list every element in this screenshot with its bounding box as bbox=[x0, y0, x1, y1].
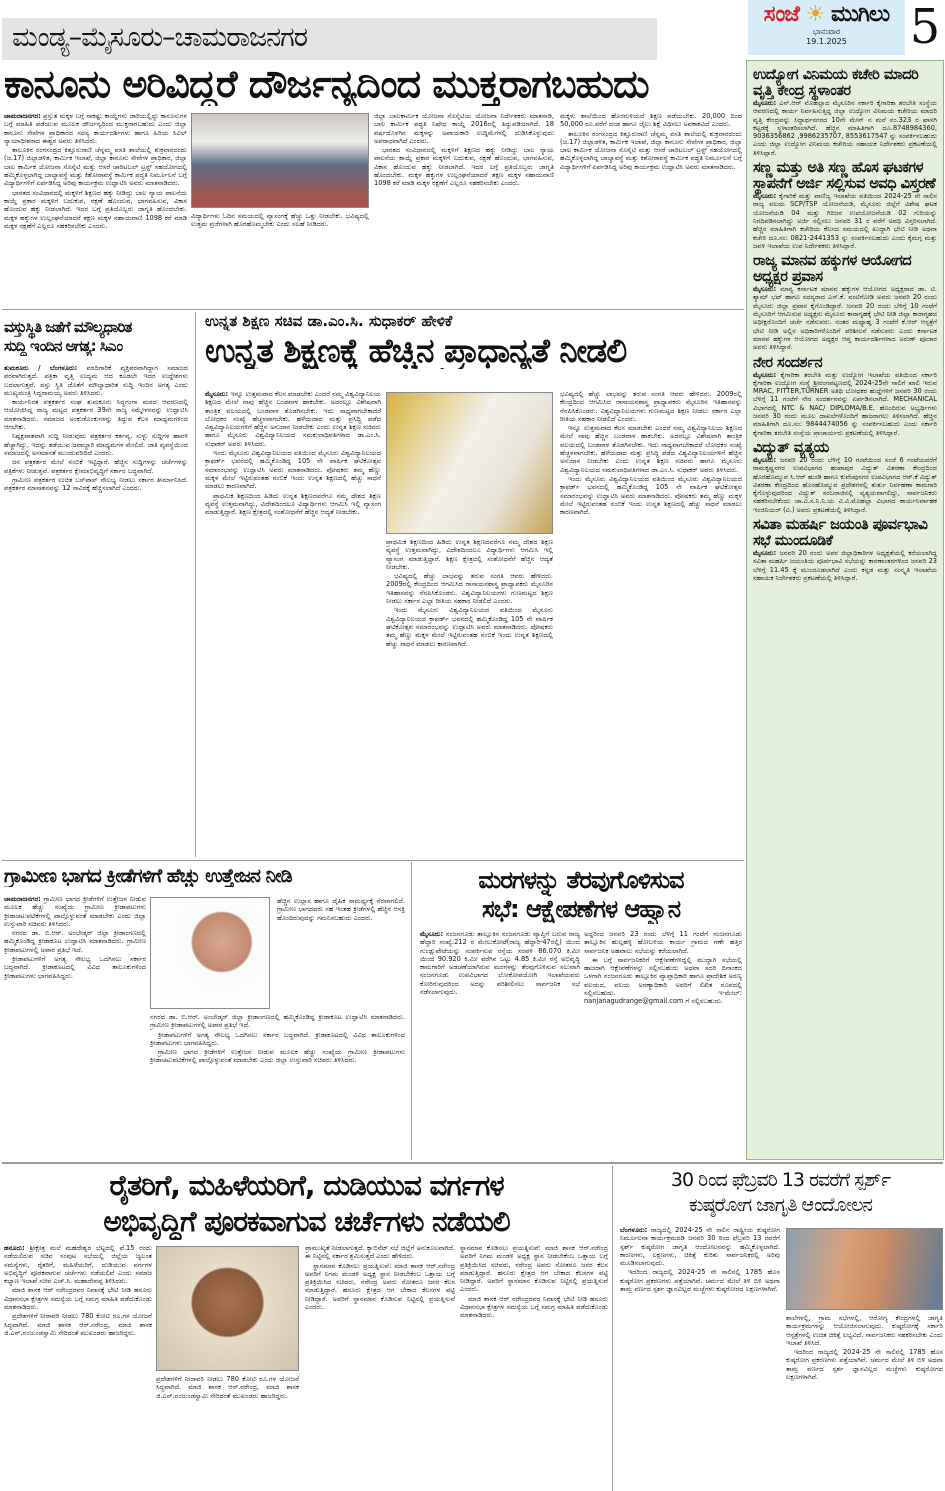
paragraph: ನಿಷ್ಪಕ್ಷಪಾತವಾಗಿ ಸುದ್ದಿ ನೀಡುವುದು ಪತ್ರಕರ್ತರ ಕರ್ತವ್ಯ. ಸುಳ್ಳು ಸುದ್ದಿಗಳ ಹಾವಳಿ ಹೆಚ್ಚಾಗಿದ್ದು, ಇದನ್ನು ತಡೆಯುವ ಜವಾಬ್ದಾರಿ ಮಾಧ್ಯಮಗಳ ಮೇಲಿದೆ. ಜಾತಿ ವ್ಯವಸ್ಥೆಯಿಂದ ಸಮಾಜದಲ್ಲಿ ಅಸಮಾನತೆ ಮುಂದುವರಿದಿದೆ ಎಂದರು. bbox=[4, 432, 188, 457]
brief-human-rights: ರಾಜ್ಯ ಮಾನವ ಹಕ್ಕುಗಳ ಆಯೋಗದ ಅಧ್ಯಕ್ಷರ ಪ್ರವಾಸ ಮೈಸೂರು: ಮಾನ್ಯ ಕರ್ನಾಟಕ ಮಾನವ ಹಕ್ಕುಗಳ ಆಯೋಗದ ಅಧ್ಯಕ್ಷರಾದ ಡಾ. ಟಿ. ಶ್ಯಾಮ್ ಭಟ್ ಹಾಗೂ ಸದಸ್ಯರಾದ ಎಸ್.ಕೆ. ವಂಟಿಗೋಡಿ ಅವರು ಜನವರಿ 20 ರಂದು ಮೈಸೂರು ಜಿಲ್ಲಾ ಪ್ರವಾಸ ಕೈಗೊಂಡಿದ್ದಾರೆ. ಜನವರಿ 20 ರಂದು ಬೆಳಿಗ್ಗೆ 10 ಗಂಟೆಗೆ ಮೈಸೂರಿಗೆ ಆಗಮಿಸುವ ಅಧ್ಯಕ್ಷರು ಮೈಸೂರು ಕಾರಾಗೃಹಕ್ಕೆ ಭೇಟಿ ನೀಡಿ ಜಿಲ್ಲಾ ಕಾರಾಗೃಹದ ಅಧೀಕ್ಷರೊಂದಿಗೆ ಚರ್ಚೆ ನಡೆಸುವರು. ನಂತರ ಮಧ್ಯಾಹ್ನ 3 ಗಂಟೆಗೆ ಕೆ.ಆರ್ ಆಸ್ಪತ್ರೆಗೆ ಭೇಟಿ ನೀಡಿ ಅಲ್ಲಿನ ಅಧಿಕಾರಿಗಳೊಂದಿಗೆ ಪರಿಶೀಲನೆ ನಡೆಸುವರು ಎಂದು ಕರ್ನಾಟಕ ಮಾನವ ಹಕ್ಕುಗಳ ಆಯೋಗದ ಅಧ್ಯಕ್ಷರ ಆಪ್ತ ಕಾರ್ಯದರ್ಶಿಗಳಾದ ಅರುಣ್ ಪೂಜಾರ ಅವರು ತಿಳಿಸಿದ್ದಾರೆ. bbox=[753, 253, 937, 352]
section-title: ಮಂಡ್ಯ–ಮೈಸೂರು–ಚಾಮರಾಜನಗರ bbox=[2, 18, 657, 60]
headline-cabinet-discussions: ರೈತರಿಗೆ, ಮಹಿಳೆಯರಿಗೆ, ದುಡಿಯುವ ವರ್ಗಗಳ ಅಭಿವೃದ್ಧಿಗೆ ಪೂರಕವಾಗುವ ಚರ್ಚೆಗಳು ನಡೆಯಲಿ bbox=[103, 1169, 510, 1238]
dateline: ಚಾಮರಾಜನಗರ: bbox=[4, 112, 41, 120]
brief-msme-deadline: ಸಣ್ಣ ಮತ್ತು ಅತಿ ಸಣ್ಣ ಹೊಸ ಘಟಕಗಳ ಸ್ಥಾಪನೆಗೆ ಅರ್ಜಿ ಸಲ್ಲಿಸುವ ಅವಧಿ ವಿಸ್ತರಣೆ ಮೈಸೂರು: ಕೈಗಾರಿಕೆ ಮತ್ತು ವಾಣಿಜ್ಯ ಇಲಾಖೆಯ ವತಿಯಿಂದ 2024-25 ನೇ ಸಾಲಿನ ರಾಜ್ಯ ವಲಯ SCP/TSP ಯೋಜನೆಯಡಿ, ಮೈಸೂರು ಜಿಲ್ಲೆಗೆ ವಿಶೇಷ ಘಟಕ ಯೋಜನೆಯಡಿ 04 ಮತ್ತು ಗಿರಿಜನ ಉಪಯೋಜನೆಯಡಿ 02 ಗುರಿಯನ್ನು ನಿಗದಿಪಡಿಸಲಾಗಿದ್ದು ಅರ್ಜಿ ಸಲ್ಲಿಸಲು ಜನವರಿ 31 ರ ವರೆಗೆ ಅವಧಿ ವಿಸ್ತರಿಸಲಾಗಿದೆ. ಹೆಚ್ಚಿನ ಮಾಹಿತಿಗಾಗಿ ಕಚೇರಿಯ ಕೆಲಸದ ಸಮಯದಲ್ಲಿ ಖುದ್ದಾಗಿ ಭೇಟಿ ನೀಡಿ ಅಥವಾ ಕಚೇರಿ ದೂ.ಸಂ: 0821-2441353 ನ್ನು ಸಂಪರ್ಕಿಸಬಹುದು ಎಂದು ಕೈಮಗ್ಗ ಮತ್ತು ಜವಳಿ ಇಲಾಖೆಯ ಉಪ ನಿರ್ದೇಶಕರು ತಿಳಿಸಿದ್ದಾರೆ. bbox=[753, 160, 937, 250]
article-body bbox=[374, 112, 554, 307]
brief-walk-in-interview: ನೇರ ಸಂದರ್ಶನ ಮೈಸೂರು: ಕೈಗಾರಿಕಾ ತರಬೇತಿ ಮತ್ತು ಉದ್ಯೋಗ ಇಲಾಖೆಯ ವತಿಯಿಂದ ಸರ್ಕಾರಿ ಕೈಗಾರಿಕಾ ಉದ್ಯೋಗ ಸಂಸ್ಥೆ ಶ್ರೀರಂಗಪಟ್ಟಣದಲ್ಲಿ 2024-25ನೇ ಸಾಲಿಗೆ ಖಾಲಿ ಇರುವ MRAC, FITTER,TURNER ಅತಿಥಿ ಬೋಧಕರ ಹುದ್ದೆಗಳಿಗೆ ಜನವರಿ 30 ರಂದು ಬೆಳಿಗ್ಗೆ 11 ಗಂಟೆಗೆ ನೇರ ಸಂದರ್ಶನವನ್ನು ಏರ್ಪಡಿಸಲಾಗಿದೆ. MECHANICAL ವಿಭಾಗದಲ್ಲಿ NTC & NAC/ DIPLOMA/B.E. ಹೊಂದಿರುವ ಅಭ್ಯರ್ಥಿಗಳು ಜನವರಿ 30 ರಂದು ಮೂಲ ದಾಖಲೆಗಳೊಂದಿಗೆ ಹಾಜರಾಗಲು ತಿಳಿಸಲಾಗಿದೆ. ಹೆಚ್ಚಿನ ಮಾಹಿತಿಗಾಗಿ ದೂ.ಸಂ: 9844474056 ನ್ನು ಸಂಪರ್ಕಿಸಬಹುದು ಎಂದು ಸರ್ಕಾರಿ ಕೈಗಾರಿಕಾ ತರಬೇತಿ ಸಂಸ್ಥೆಯ ಪ್ರಾಚಾರ್ಯರು ಪ್ರಕಟಣೆಯಲ್ಲಿ ತಿಳಿಸಿದ್ದಾರೆ. bbox=[753, 354, 937, 437]
minister-photo bbox=[156, 1246, 299, 1371]
paragraph: ಕ್ರೀಡಾಪಟುಗಳಿಗೆ ಅಗತ್ಯ ಸೌಲಭ್ಯ ಒದಗಿಸಲು ಸರ್ಕಾರ ಬದ್ಧವಾಗಿದೆ. ಕ್ರೀಡಾಕೂಟದಲ್ಲಿ ವಿವಿಧ ತಾಲೂಕುಗಳಿಂದ ಕ್ರೀಡಾಪಟುಗಳು ಭಾಗವಹಿಸಿದ್ದರು. bbox=[4, 955, 146, 980]
paragraph: ಇದರಿಂದ ರಾಜ್ಯದಲ್ಲಿ 2024-25 ನೇ ಸಾಲಿನಲ್ಲಿ 1785 ಹೊಸ ಕುಷ್ಠರೋಗ ಪ್ರಕರಣಗಳು ಪತ್ತೆಯಾಗಿವೆ. ಚರ್ಮದ ಮೇಲೆ ತಿಳಿ ಬಿಳಿ ಅಥವಾ ತಾಮ್ರ ವರ್ಣದ ಸ್ಪರ್ಶ ಜ್ಞಾನವಿಲ್ಲದ ಮಚ್ಚೆಗಳು ಕುಷ್ಠರೋಗದ ಲಕ್ಷಣಗಳಾಗಿವೆ. bbox=[620, 1268, 780, 1294]
paragraph: ಜನ ಪತ್ರಕರ್ತರ ಮೇಲೆ ನಂಬಿಕೆ ಇಟ್ಟಿದ್ದಾರೆ. ಹೆಚ್ಚಿನ ಸುದ್ದಿಗಳನ್ನು ಚರ್ಚೆಗಳನ್ನು ಪತ್ರಿಕೆಗಳು ನೀಡುತ್ತವೆ. ಪತ್ರಕರ್ತರ ಕ್ಷೇಮಾಭಿವೃದ್ಧಿಗೆ ಸರ್ಕಾರ ಬದ್ಧವಾಗಿದೆ. bbox=[4, 458, 188, 475]
headline-higher-education: ಉನ್ನತ ಶಿಕ್ಷಣಕ್ಕೆ ಹೆಚ್ಚಿನ ಪ್ರಾಧಾನ್ಯತೆ ನೀಡಲಿ bbox=[205, 333, 627, 370]
article-body: ಪ್ರಾಥಮಿಕ ಶಿಕ್ಷಣದಿಂದ ಹಿಡಿದು ಉನ್ನತ ಶಿಕ್ಷಣದವರೆಗೂ ನಮ್ಮ ದೇಶದ ಶಿಕ್ಷಣ ವ್ಯವಸ್ಥೆ ಉತ್ತಮವಾಗಿದ್ದು, ವಿದೇಶದಿಂದಲೂ ವಿದ್ಯಾರ್ಥಿಗಳು ಆಗಮಿಸಿ ಇಲ್ಲಿ ವ್ಯಾಸಂಗ ಮಾಡುತ್ತಿದ್ದಾರೆ. ಶಿಕ್ಷಣ ಕ್ಷೇತ್ರದಲ್ಲಿ ಸಂಶೋಧನೆಗೆ ಹೆಚ್ಚಿನ ಆದ್ಯತೆ ನೀಡಬೇಕು. ಭವಿಷ್ಯದಲ್ಲಿ ಹೆಚ್ಚು ಲಾಭವನ್ನು ತರುವ ಸಂಗತಿ ಆವರು ಹೇಳಿದರು. 2009ರಲ್ಲಿ ಕೇಂದ್ರದಿಂದ ಆಗಮಿಸಿದ ರಾಸಾಯನಶಾಸ್ತ್ರ ಪ್ರಾಧ್ಯಾಪಕರು ಮೈಸೂರಿನ ಇತಿಹಾಸವನ್ನು ನೆನಪಿಸಿಕೊಂಡರು. ವಿಶ್ವವಿದ್ಯಾನಿಲಯಗಳು ಗುಣಮಟ್ಟದ ಶಿಕ್ಷಣ ನೀಡಲು ಸರ್ಕಾರ ಎಲ್ಲಾ ರೀತಿಯ ಸಹಕಾರ ನೀಡಲಿದೆ ಎಂದರು. ಇಂದು ಮೈಸೂರು ವಿಶ್ವವಿದ್ಯಾನಿಲಯದ ವತಿಯಿಂದ ಮೈಸೂರು ವಿಶ್ವವಿದ್ಯಾನಿಲಯದ ಕ್ರಾಫರ್ಡ್ ಭವನದಲ್ಲಿ ಹಮ್ಮಿಕೊಂಡಿದ್ದ 105 ನೇ ವಾರ್ಷಿಕ ಘಟಿಕೋತ್ಸವ ಸಮಾರಂಭವನ್ನು ಉದ್ಘಾಟಿಸಿ ಅವರು ಮಾತನಾಡಿದರು. ಪೋಷಕರು ತಮ್ಮ ಹೆಣ್ಣು ಮಕ್ಕಳ ಮೇಲೆ ಇಟ್ಟಿರುವಂತಹ ನಂಬಿಕೆ ಇಂದು ಉನ್ನತ ಶಿಕ್ಷಣದಲ್ಲಿ ಹೆಚ್ಚು ಸಾಧನೆ ಮಾಡಲು ಕಾರಣವಾಗಿದೆ. bbox=[386, 538, 553, 648]
paragraph: ತಾಲೂಕಿನ ರಂಗಸಂದ್ರದ ಕಿತ್ತೂರುರಾಣಿ ಚೆನ್ನಮ್ಮ ವಸತಿ ಶಾಲೆಯಲ್ಲಿ ಶುಕ್ರವಾರದಂದು (ಜ.17) ಜಿಲ್ಲಾಡಳಿತ, ಕಾರ್ಮಿಕ ಇಲಾಖೆ, ಜಿಲ್ಲಾ ಕಾನೂನು ಸೇವೆಗಳ ಪ್ರಾಧಿಕಾರ, ಜಿಲ್ಲಾ ಬಾಲ ಕಾರ್ಮಿಕ ಯೋಜನಾ ಸೊಸೈಟಿ ಮತ್ತು ಆಸರೆ ಚಾರಿಟಬಲ್ ಟ್ರಸ್ಟ್ ಸಹಯೋಗದಲ್ಲಿ ಹಮ್ಮಿಕೊಳ್ಳಲಾಗಿದ್ದ ಬಾಲ್ಯಾವಸ್ಥೆ ಮತ್ತು ಕಿಶೋರಾವಸ್ಥೆ ಕಾರ್ಮಿಕ ಪದ್ಧತಿ ನಿರ್ಮೂಲನೆ ಬಗ್ಗೆ ವಿದ್ಯಾರ್ಥಿಗಳಿಗೆ ಏರ್ಪಡಿಸಿದ್ದ ಅರಿವು ಕಾರ್ಯಕ್ರಮ ಉದ್ಘಾಟಿಸಿ ಅವರು ಮಾತನಾಡಿದರು. bbox=[560, 129, 742, 171]
paragraph: ತಾಲೂಕಿನ ರಂಗಸಂದ್ರದ ಕಿತ್ತೂರುರಾಣಿ ಚೆನ್ನಮ್ಮ ವಸತಿ ಶಾಲೆಯಲ್ಲಿ ಶುಕ್ರವಾರದಂದು (ಜ.17) ಜಿಲ್ಲಾಡಳಿತ, ಕಾರ್ಮಿಕ ಇಲಾಖೆ, ಜಿಲ್ಲಾ ಕಾನೂನು ಸೇವೆಗಳ ಪ್ರಾಧಿಕಾರ, ಜಿಲ್ಲಾ ಬಾಲ ಕಾರ್ಮಿಕ ಯೋಜನಾ ಸೊಸೈಟಿ ಮತ್ತು ಆಸರೆ ಚಾರಿಟಬಲ್ ಟ್ರಸ್ಟ್ ಸಹಯೋಗದಲ್ಲಿ ಹಮ್ಮಿಕೊಳ್ಳಲಾಗಿದ್ದ ಬಾಲ್ಯಾವಸ್ಥೆ ಮತ್ತು ಕಿಶೋರಾವಸ್ಥೆ ಕಾರ್ಮಿಕ ಪದ್ಧತಿ ನಿರ್ಮೂಲನೆ ಬಗ್ಗೆ ವಿದ್ಯಾರ್ಥಿಗಳಿಗೆ ಏರ್ಪಡಿಸಿದ್ದ ಅರಿವು ಕಾರ್ಯಕ್ರಮ ಉದ್ಘಾಟಿಸಿ ಅವರು ಮಾತನಾಡಿದರು. bbox=[4, 146, 187, 188]
divider bbox=[2, 309, 744, 310]
dateline: ಬೆಂಗಳೂರು: bbox=[620, 1226, 648, 1234]
paragraph: ಮಾಜಿ ಶಾಸಕ ಆರ್ ನರೇಂದ್ರರವರ ನಿವಾಸಕ್ಕೆ ಭೇಟಿ ನೀಡಿ ಹನೂರು ವಿಧಾನಸಭಾ ಕ್ಷೇತ್ರಗಳ ಸಮಸ್ಯೆಯ ಬಗ್ಗೆ ಸಮಗ್ರ ಮಾಹಿತಿ ಪಡೆದುಕೊಂಡು ಮಾತನಾಡಿದರು. bbox=[4, 1286, 152, 1312]
article-body: ಪ್ರಾಮುಖ್ಯತೆ ನೀಡಲಾಗುತ್ತದೆ. ಕ್ಯಾಬಿನೆಟ್ ಸಭೆ ಜಿಲ್ಲೆಗೆ ಅನುಕೂಲವಾಗಿದೆ. ಈ ನಿಟ್ಟಿನಲ್ಲಿ ಸರ್ಕಾರ ಶ್ರಮಿಸುತ್ತದೆ ಎಂದು ಹೇಳಿದರು. ಸ್ಥಾನಮಾನ ಕೊಡಿಸಲು ಪ್ರಯತ್ನಿಸುವೆ: ಮಾಜಿ ಶಾಸಕ ಆರ್.ನರೇಂದ್ರ ಅವರಿಗೆ ನಿಗಮ ಮಂಡಳಿ ಅಧ್ಯಕ್ಷ ಸ್ಥಾನ ನೀಡಬೇಕೆಂಬ ಒತ್ತಾಯ ಬಗ್ಗೆ ಪ್ರತಿಕ್ರಿಯಿಸಿದ ಸಚಿವರು, ನರೇಂದ್ರ ಅವರು ಸೋತರೂ ಜನರ ಕೆಲಸ ಮಾಡುತ್ತಿದ್ದಾರೆ. ಹನೂರು ಕ್ಷೇತ್ರದ ಆಗ ಬೇಕಾದ ಕೆಲಸಗಳ ಪಟ್ಟಿ ನೀಡಿದ್ದಾರೆ. ಅವರಿಗೆ ಸ್ಥಾನಮಾನ ಕೊಡಿಸುವ ನಿಟ್ಟಿನಲ್ಲಿ ಪ್ರಯತ್ನಿಸುವೆ ಎಂದರು. bbox=[305, 1244, 455, 1312]
article-body: ಮೈಸೂರು: ನಂಜನಗೂಡು ತಾಲ್ಲೂಕಿನ ನಂಜನಗೂಡು ವ್ಯಾಪ್ತಿಗೆ ಬರುವ ರಾಜ್ಯ ಹೆದ್ದಾರಿ ಸಂಖ್ಯೆ:212 ರ ಮೇಲುಕೋಟೆ(ರಾಜ್ಯ ಹೆದ್ದಾರಿ-47ರಲ್ಲಿ) ಯಿಂದ ಗುಂಡ್ಲುಪೇಟೆಯನ್ನು ಸಂಪರ್ಕಿಸುವ ರಸ್ತೆಯ ಸರಪಳಿ 86.070 ಕಿ.ಮೀ ಯಿಂದ 90.920 ಕಿ.ಮೀ ವರೆಗಿನ ಒಟ್ಟು 4.85 ಕಿ.ಮೀ ರಸ್ತೆ ಅಭಿವೃದ್ಧಿ ಕಾಮಗಾರಿಗೆ ಅಡಚಣೆಯಾಗಿರುವ ಮರಗಳನ್ನು ತೆರವುಗೊಳಿಸುವ ಸಲುವಾಗಿ ನಂಜನಗೂಡು ಉಪವಿಭಾಗದ ಲೋಕೋಪಯೋಗಿ ಇಲಾಖೆಯವರು ಕೋರಿರುವುದರಿಂದ ಅದನ್ನು ಪರಿಶೀಲಿಸಲು ಸಾರ್ವಜನಿಕ ಸಭೆ ನಡೆಸಲಾಗುವುದು. bbox=[420, 930, 580, 997]
paragraph: ನಗರದ ಡಾ. ಬಿ.ಆರ್. ಅಂಬೇಡ್ಕರ್ ಜಿಲ್ಲಾ ಕ್ರೀಡಾಂಗಣದಲ್ಲಿ ಹಮ್ಮಿಕೊಂಡಿದ್ದ ಕ್ರೀಡಾಕೂಟ ಉದ್ಘಾಟಿಸಿ ಮಾತನಾಡಿದರು. ಗ್ರಾಮೀಣ ಕ್ರೀಡಾಪಟುಗಳಲ್ಲಿ ಅಪಾರ ಪ್ರತಿಭೆ ಇದೆ. bbox=[4, 929, 146, 954]
paragraph: ಇಂದು ಮೈಸೂರು ವಿಶ್ವವಿದ್ಯಾನಿಲಯದ ವತಿಯಿಂದ ಮೈಸೂರು ವಿಶ್ವವಿದ್ಯಾನಿಲಯದ ಕ್ರಾಫರ್ಡ್ ಭವನದಲ್ಲಿ ಹಮ್ಮಿಕೊಂಡಿದ್ದ 105 ನೇ ವಾರ್ಷಿಕ ಘಟಿಕೋತ್ಸವ ಸಮಾರಂಭವನ್ನು ಉದ್ಘಾಟಿಸಿ ಅವರು ಮಾತನಾಡಿದರು. ಪೋಷಕರು ತಮ್ಮ ಹೆಣ್ಣು ಮಕ್ಕಳ ಮೇಲೆ ಇಟ್ಟಿರುವಂತಹ ನಂಬಿಕೆ ಇಂದು ಉನ್ನತ ಶಿಕ್ಷಣದಲ್ಲಿ ಹೆಚ್ಚು ಸಾಧನೆ ಮಾಡಲು ಕಾರಣವಾಗಿದೆ. bbox=[205, 449, 381, 491]
logo-word-a: ಸಂಜೆ bbox=[763, 2, 799, 27]
article-body: ನಗರದ ಡಾ. ಬಿ.ಆರ್. ಅಂಬೇಡ್ಕರ್ ಜಿಲ್ಲಾ ಕ್ರೀಡಾಂಗಣದಲ್ಲಿ ಹಮ್ಮಿಕೊಂಡಿದ್ದ ಕ್ರೀಡಾಕೂಟ ಉದ್ಘಾಟಿಸಿ ಮಾತನಾಡಿದರು. ಗ್ರಾಮೀಣ ಕ್ರೀಡಾಪಟುಗಳಲ್ಲಿ ಅಪಾರ ಪ್ರತಿಭೆ ಇದೆ. ಕ್ರೀಡಾಪಟುಗಳಿಗೆ ಅಗತ್ಯ ಸೌಲಭ್ಯ ಒದಗಿಸಲು ಸರ್ಕಾರ ಬದ್ಧವಾಗಿದೆ. ಕ್ರೀಡಾಕೂಟದಲ್ಲಿ ವಿವಿಧ ತಾಲೂಕುಗಳಿಂದ ಕ್ರೀಡಾಪಟುಗಳು ಭಾಗವಹಿಸಿದ್ದರು. ಗ್ರಾಮೀಣ ಭಾಗದ ಕ್ರೀಡೆಗಳಿಗೆ ಉತ್ತೇಜನ ನೀಡುವ ಮೂಲಕ ಹೆಚ್ಚು ಸಂಖ್ಯೆಯ ಗ್ರಾಮೀಣ ಕ್ರೀಡಾಪಟುಗಳು ಕ್ರೀಡಾಚಟುವಟಿಕೆಗಳಲ್ಲಿ ಪಾಲ್ಗೊಳ್ಳುವಂತೆ ಮಾಡಬೇಕು ಎಂದು ಜಿಲ್ಲಾ ಉಸ್ತುವಾರಿ ಸಚಿವರು ತಿಳಿಸಿದರು. bbox=[150, 1013, 405, 1065]
divider bbox=[195, 312, 196, 857]
paragraph: ಜಿಲ್ಲಾ ಬಾಲಕಾರ್ಮಿಕ ಯೋಜನಾ ಸೊಸೈಟಿಯ ಯೋಜನಾ ನಿರ್ದೇಶಕರು ಮಾತನಾಡಿ, ಬಾಲ ಕಾರ್ಮಿಕ ಪದ್ಧತಿ ನಿಷೇಧ ಕಾಯ್ದೆ 2016ರಲ್ಲಿ ತಿದ್ದುಪಡಿಯಾಗಿದೆ. 18 ವರ್ಷದೊಳಗಿನ ಮಕ್ಕಳನ್ನು ಅಪಾಯಕಾರಿ ಉದ್ದಿಮೆಗಳಲ್ಲಿ ದುಡಿಸಿಕೊಳ್ಳುವುದು ಅಪರಾಧವಾಗಿದೆ ಎಂದರು. bbox=[374, 112, 554, 145]
dateline: ಮೈಸೂರು: bbox=[420, 930, 444, 938]
paragraph: ಪ್ರದೇಶಗಳಿಗೆ ನೀರಾವರಿ ನೀಡಲು 780 ಕೋಟಿ ರೂ.ಗಳ ಯೋಜನೆ ಸಿದ್ಧವಾಗಿದೆ. ಮಾಜಿ ಶಾಸಕ ಆರ್.ನರೇಂದ್ರ, ಮಾಜಿ ಶಾಸಕ ಜಿ.ಎನ್.ನಂಜುಂಡಸ್ವಾಮಿ ಸೇರಿದಂತೆ ಮುಖಂಡರು ಹಾಜರಿದ್ದರು. bbox=[4, 1312, 152, 1337]
divider bbox=[612, 1166, 613, 1491]
news-briefs-sidebar bbox=[746, 60, 944, 1160]
article-body bbox=[191, 212, 369, 307]
weekday: ಭಾನುವಾರ bbox=[812, 27, 841, 36]
dateline: ತುಮಕೂರು / ಬೆಂಗಳೂರು: bbox=[4, 364, 78, 372]
article-body: ಹೆಚ್ಚಿನ ಉಲ್ಲಾಸ ಹಾಗೂ ದೈಹಿಕ ಸಾಮರ್ಥ್ಯಕ್ಕೆ ನೆರವಾಗಲಿದೆ. ಗ್ರಾಮೀಣ ಭಾಗದವರು ಸಹ ಇಂತಹ ಕ್ರೀಡೆಗಳಲ್ಲಿ ಹೆಚ್ಚಿನ ಆಸಕ್ತಿ ಹೊಂದಿರುವುದನ್ನು ಗಮನಿಸಬಹುದು ಎಂದರು. bbox=[277, 897, 405, 922]
minister-photo bbox=[386, 392, 553, 534]
paragraph: ಪ್ರಾಥಮಿಕ ಶಿಕ್ಷಣದಿಂದ ಹಿಡಿದು ಉನ್ನತ ಶಿಕ್ಷಣದವರೆಗೂ ನಮ್ಮ ದೇಶದ ಶಿಕ್ಷಣ ವ್ಯವಸ್ಥೆ ಉತ್ತಮವಾಗಿದ್ದು, ವಿದೇಶದಿಂದಲೂ ವಿದ್ಯಾರ್ಥಿಗಳು ಆಗಮಿಸಿ ಇಲ್ಲಿ ವ್ಯಾಸಂಗ ಮಾಡುತ್ತಿದ್ದಾರೆ. ಶಿಕ್ಷಣ ಕ್ಷೇತ್ರದಲ್ಲಿ ಸಂಶೋಧನೆಗೆ ಹೆಚ್ಚಿನ ಆದ್ಯತೆ ನೀಡಬೇಕು. bbox=[205, 491, 381, 517]
issue-date: 19.1.2025 bbox=[806, 37, 847, 46]
headline-cm-news-values: ವಸ್ತುಸ್ಥಿತಿ ಜತೆಗೆ ಮೌಲ್ಯಧಾರಿತ ಸುದ್ದಿ ಇಂದಿನ ಅಗತ್ಯ: ಸಿಎಂ bbox=[4, 318, 132, 355]
paragraph: ಮಕ್ಕಳು ಶಾಲೆಯಿಂದ ಹೊರಗುಳಿಯದೆ ಶಿಕ್ಷಣ ಪಡೆಯಬೇಕು. 20,000 ದಿಂದ 50,000 ರೂ.ವರೆಗೆ ದಂಡ ಹಾಗೂ ಜೈಲು ಶಿಕ್ಷೆ ವಿಧಿಸಲು ಅವಕಾಶವಿದೆ ಎಂದರು. bbox=[560, 112, 742, 129]
article-body: ಶಾಲೆಗಳಲ್ಲಿ, ಗ್ರಾಮ ಸಭೆಗಳಲ್ಲಿ, ಆರೋಗ್ಯ ಕೇಂದ್ರಗಳಲ್ಲಿ ಜಾಗೃತಿ ಕಾರ್ಯಕ್ರಮಗಳನ್ನು ಆಯೋಜಿಸಲಾಗುವುದು. ಕುಷ್ಠರೋಗಕ್ಕೆ ಸರ್ಕಾರಿ ಆಸ್ಪತ್ರೆಗಳಲ್ಲಿ ಉಚಿತ ಚಿಕಿತ್ಸೆ ಲಭ್ಯವಿದೆ. ಸಾರ್ವಜನಿಕರು ಸಹಕರಿಸಬೇಕು ಎಂದು ಇಲಾಖೆ ತಿಳಿಸಿದೆ. ಇದರಿಂದ ರಾಜ್ಯದಲ್ಲಿ 2024-25 ನೇ ಸಾಲಿನಲ್ಲಿ 1785 ಹೊಸ ಕುಷ್ಠರೋಗ ಪ್ರಕರಣಗಳು ಪತ್ತೆಯಾಗಿವೆ. ಚರ್ಮದ ಮೇಲೆ ತಿಳಿ ಬಿಳಿ ಅಥವಾ ತಾಮ್ರ ವರ್ಣದ ಸ್ಪರ್ಶ ಜ್ಞಾನವಿಲ್ಲದ ಮಚ್ಚೆಗಳು ಕುಷ್ಠರೋಗದ ಲಕ್ಷಣಗಳಾಗಿವೆ. bbox=[786, 1314, 943, 1382]
article-body: ಭವಿಷ್ಯದಲ್ಲಿ ಹೆಚ್ಚು ಲಾಭವನ್ನು ತರುವ ಸಂಗತಿ ಆವರು ಹೇಳಿದರು. 2009ರಲ್ಲಿ ಕೇಂದ್ರದಿಂದ ಆಗಮಿಸಿದ ರಾಸಾಯನಶಾಸ್ತ್ರ ಪ್ರಾಧ್ಯಾಪಕರು ಮೈಸೂರಿನ ಇತಿಹಾಸವನ್ನು ನೆನಪಿಸಿಕೊಂಡರು. ವಿಶ್ವವಿದ್ಯಾನಿಲಯಗಳು ಗುಣಮಟ್ಟದ ಶಿಕ್ಷಣ ನೀಡಲು ಸರ್ಕಾರ ಎಲ್ಲಾ ರೀತಿಯ ಸಹಕಾರ ನೀಡಲಿದೆ ಎಂದರು. ಇನ್ನೂ ಉತ್ತಮವಾದ ಕೆಲಸ ಮಾಡಬೇಕು ಎಂದರೆ ನಮ್ಮ ವಿಶ್ವವಿದ್ಯಾನಿಲಯ ಶಿಕ್ಷಣದ ಮೇಲೆ ನಾವು ಹೆಚ್ಚಿನ ಬಂಡವಾಳ ಹಾಕಬೇಕು. ಅದರಲ್ಲೂ ವಿಶೇಷವಾಗಿ ತಾಂತ್ರಿಕ ವಲಯದಲ್ಲಿ ಬಂಡವಾಳ ತೊಡಗಿಸಬೇಕು. ಇದು ಸಾಧ್ಯವಾಗಬೇಕಾದರೆ ಬೋಧಕರ ಸಂಖ್ಯೆ ಹೆಚ್ಚಳವಾಗಬೇಕು. ಹಳೆಯದಾದ ಮತ್ತು ಪ್ರಸಿದ್ಧಿ ಪಡೆದ ವಿಶ್ವವಿದ್ಯಾನಿಲಯಗಳಿಗೆ ಹೆಚ್ಚಿನ ಅನುದಾನ ನೀಡಬೇಕು ಎಂದು ಉನ್ನತ ಶಿಕ್ಷಣ ಸಚಿವರು ಹಾಗೂ ಮೈಸೂರು ವಿಶ್ವವಿದ್ಯಾನಿಲಯದ ಸಮಕುಲಾಧಿಪತಿಗಳಾದ ಡಾ.ಎಂ.ಸಿ. ಸುಧಾಕರ್ ಅವರು ತಿಳಿಸಿದರು. ಇಂದು ಮೈಸೂರು ವಿಶ್ವವಿದ್ಯಾನಿಲಯದ ವತಿಯಿಂದ ಮೈಸೂರು ವಿಶ್ವವಿದ್ಯಾನಿಲಯದ ಕ್ರಾಫರ್ಡ್ ಭವನದಲ್ಲಿ ಹಮ್ಮಿಕೊಂಡಿದ್ದ 105 ನೇ ವಾರ್ಷಿಕ ಘಟಿಕೋತ್ಸವ ಸಮಾರಂಭವನ್ನು ಉದ್ಘಾಟಿಸಿ ಅವರು ಮಾತನಾಡಿದರು. ಪೋಷಕರು ತಮ್ಮ ಹೆಣ್ಣು ಮಕ್ಕಳ ಮೇಲೆ ಇಟ್ಟಿರುವಂತಹ ನಂಬಿಕೆ ಇಂದು ಉನ್ನತ ಶಿಕ್ಷಣದಲ್ಲಿ ಹೆಚ್ಚು ಸಾಧನೆ ಮಾಡಲು ಕಾರಣವಾಗಿದೆ. bbox=[560, 390, 742, 517]
article-body: ಚಾಮರಾಜನಗರ: ಗ್ರಾಮೀಣ ಭಾಗದ ಕ್ರೀಡೆಗಳಿಗೆ ಉತ್ತೇಜನ ನೀಡುವ ಮೂಲಕ ಹೆಚ್ಚು ಸಂಖ್ಯೆಯ ಗ್ರಾಮೀಣ ಕ್ರೀಡಾಪಟುಗಳು ಕ್ರೀಡಾಚಟುವಟಿಕೆಗಳಲ್ಲಿ ಪಾಲ್ಗೊಳ್ಳುವಂತೆ ಮಾಡಬೇಕು ಎಂದು ಜಿಲ್ಲಾ ಉಸ್ತುವಾರಿ ಸಚಿವರು ತಿಳಿಸಿದರು. ನಗರದ ಡಾ. ಬಿ.ಆರ್. ಅಂಬೇಡ್ಕರ್ ಜಿಲ್ಲಾ ಕ್ರೀಡಾಂಗಣದಲ್ಲಿ ಹಮ್ಮಿಕೊಂಡಿದ್ದ ಕ್ರೀಡಾಕೂಟ ಉದ್ಘಾಟಿಸಿ ಮಾತನಾಡಿದರು. ಗ್ರಾಮೀಣ ಕ್ರೀಡಾಪಟುಗಳಲ್ಲಿ ಅಪಾರ ಪ್ರತಿಭೆ ಇದೆ. ಕ್ರೀಡಾಪಟುಗಳಿಗೆ ಅಗತ್ಯ ಸೌಲಭ್ಯ ಒದಗಿಸಲು ಸರ್ಕಾರ ಬದ್ಧವಾಗಿದೆ. ಕ್ರೀಡಾಕೂಟದಲ್ಲಿ ವಿವಿಧ ತಾಲೂಕುಗಳಿಂದ ಕ್ರೀಡಾಪಟುಗಳು ಭಾಗವಹಿಸಿದ್ದರು. bbox=[4, 895, 146, 980]
logo-word-b: ಮುಗಿಲು bbox=[830, 2, 890, 27]
paragraph: ಭಾರತದ ಸಂವಿಧಾನದಲ್ಲಿ ಮಕ್ಕಳಿಗೆ ಶಿಕ್ಷಣದ ಹಕ್ಕು ನೀಡಿದ್ದು ಬಾಲ ನ್ಯಾಯ ಪಾಲನೆಯ ಕಾಯ್ದೆ ಪ್ರಕಾರ ಮಕ್ಕಳಿಗೆ ಬದುಕುವ, ರಕ್ಷಣೆ ಹೊಂದುವ, ಭಾಗವಹಿಸುವ, ವಿಕಾಸ ಹೊಂದುವ ಹಕ್ಕು ನೀಡಲಾಗಿದೆ. ಇದರ ಬಗ್ಗೆ ಪ್ರತಿಯೊಬ್ಬರು ಜಾಗೃತಿ ಹೊಂದಬೇಕು. ಮಕ್ಕಳ ಹಕ್ಕುಗಳ ಉಲ್ಲಂಘನೆಯಾದರೆ ತಕ್ಷಣ ಮಕ್ಕಳ ಸಹಾಯವಾಣಿ 1098 ಕರೆ ಮಾಡಿ ಮಕ್ಕಳ ರಕ್ಷಣೆಗೆ ಎಲ್ಲರೂ ಸಹಕರಿಸಬೇಕು ಎಂದರು. bbox=[374, 146, 554, 188]
article-body: ಹನೂರು: ಶ್ರೀಕ್ಷೇತ್ರ ಮಲೆ ಮಹದೇಶ್ವರ ಬೆಟ್ಟದಲ್ಲಿ ಫೆ.15 ರಂದು ನಡೆಯಲಿರುವ ಸಚಿವ ಸಂಪುಟ ಸಭೆಯಲ್ಲಿ ಜಿಲ್ಲೆಯ ಜ್ವಲಂತ ಸಮಸ್ಯೆಗಳು, ರೈತರಿಗೆ, ಮಹಿಳೆಯರಿಗೆ, ದುಡಿಯುವ ವರ್ಗಗಳ ಅಭಿವೃದ್ಧಿಗೆ ಪೂರಕವಾಗುವ ಚರ್ಚೆಗಳು ನಡೆಯಲಿವೆ ಎಂದು ಸಮಾಜ ಕಲ್ಯಾಣ ಇಲಾಖೆ ಸಚಿವ ಎಚ್.ಸಿ. ಮಹಾದೇವಪ್ಪ ತಿಳಿಸಿದರು. ಮಾಜಿ ಶಾಸಕ ಆರ್ ನರೇಂದ್ರರವರ ನಿವಾಸಕ್ಕೆ ಭೇಟಿ ನೀಡಿ ಹನೂರು ವಿಧಾನಸಭಾ ಕ್ಷೇತ್ರಗಳ ಸಮಸ್ಯೆಯ ಬಗ್ಗೆ ಸಮಗ್ರ ಮಾಹಿತಿ ಪಡೆದುಕೊಂಡು ಮಾತನಾಡಿದರು. ಪ್ರದೇಶಗಳಿಗೆ ನೀರಾವರಿ ನೀಡಲು 780 ಕೋಟಿ ರೂ.ಗಳ ಯೋಜನೆ ಸಿದ್ಧವಾಗಿದೆ. ಮಾಜಿ ಶಾಸಕ ಆರ್.ನರೇಂದ್ರ, ಮಾಜಿ ಶಾಸಕ ಜಿ.ಎನ್.ನಂಜುಂಡಸ್ವಾಮಿ ಸೇರಿದಂತೆ ಮುಖಂಡರು ಹಾಜರಿದ್ದರು. bbox=[4, 1244, 152, 1337]
headline-leprosy-campaign: 30 ರಿಂದ ಫೆಬ್ರವರಿ 13 ರವರೆಗೆ ಸ್ಪರ್ಶ್ ಕುಷ್ಠರೋಗ ಜಾಗೃತಿ ಆಂದೋಲನ bbox=[670, 1169, 891, 1216]
article-body: ಪ್ರದೇಶಗಳಿಗೆ ನೀರಾವರಿ ನೀಡಲು 780 ಕೋಟಿ ರೂ.ಗಳ ಯೋಜನೆ ಸಿದ್ಧವಾಗಿದೆ. ಮಾಜಿ ಶಾಸಕ ಆರ್.ನರೇಂದ್ರ, ಮಾಜಿ ಶಾಸಕ ಜಿ.ಎನ್.ನಂಜುಂಡಸ್ವಾಮಿ ಸೇರಿದಂತೆ ಮುಖಂಡರು ಹಾಜರಿದ್ದರು. bbox=[156, 1375, 299, 1400]
divider bbox=[2, 1162, 943, 1164]
headline-rural-sports: ಗ್ರಾಮೀಣ ಭಾಗದ ಕ್ರೀಡೆಗಳಿಗೆ ಹೆಚ್ಚು ಉತ್ತೇಜನ ನೀಡಿ bbox=[4, 866, 292, 887]
divider bbox=[411, 862, 412, 1160]
paragraph: ವಿದ್ಯಾರ್ಥಿಗಳು ಓದಿನ ಸಮಯದಲ್ಲಿ ವ್ಯಾಸಂಗಕ್ಕೆ ಹೆಚ್ಚು ಒತ್ತು ನೀಡಬೇಕು. ಭವಿಷ್ಯದಲ್ಲಿ ಉತ್ತಮ ಪ್ರಜೆಗಳಾಗಿ ಹೊರಹೊಮ್ಮಬೇಕು ಎಂದು ಸಲಹೆ ನೀಡಿದರು. bbox=[191, 212, 369, 229]
article-body: ತುಮಕೂರು / ಬೆಂಗಳೂರು: ವರದಿಗಾರಿಕೆ ವ್ಯಕ್ತಿಪರವಾಗಿದ್ದಾಗ ಸಮಾಜದ ಪರವಾಗಿರುತ್ತದೆ. ಪತ್ರಿಕಾ ವೃತ್ತಿ ಉದ್ಯಮ ಆದ ಕೂಡಲೇ ಇದರ ಉದ್ದೇಶಗಳು ಬದಲಾಗುತ್ತವೆ. ವಸ್ತು ಸ್ಥಿತಿ ಜೊತೆಗೆ ಮೌಲ್ಯಾಧಾರಿತ ಸುದ್ದಿ ಇಂದಿನ ಅಗತ್ಯ ಎಂದು ಮುಖ್ಯಮಂತ್ರಿ ಸಿದ್ದರಾಮಯ್ಯ ಅವರು ತಿಳಿಸಿದರು. ಕಾರ್ಯನಿರತ ಪತ್ರಕರ್ತರ ಸಂಘ ತುಮಕೂರು ಸಿದ್ಧಗಂಗಾ ಮಠದ ಆವರಣದಲ್ಲಿ ಆಯೋಜಿಸಿದ್ದ ರಾಜ್ಯ ಮಟ್ಟದ ಪತ್ರಕರ್ತರ 39ನೇ ರಾಜ್ಯ ಸಮ್ಮೇಳನವನ್ನು ಉದ್ಘಾಟಿಸಿ ಮಾತನಾಡಿದರು. ಸಮಾಜದ ಅಂಕುಡೊಂಕುಗಳನ್ನು ತಿದ್ದುವ ಕೆಲಸ ಮಾಧ್ಯಮಗಳಿಂದ ಆಗಬೇಕು. ನಿಷ್ಪಕ್ಷಪಾತವಾಗಿ ಸುದ್ದಿ ನೀಡುವುದು ಪತ್ರಕರ್ತರ ಕರ್ತವ್ಯ. ಸುಳ್ಳು ಸುದ್ದಿಗಳ ಹಾವಳಿ ಹೆಚ್ಚಾಗಿದ್ದು, ಇದನ್ನು ತಡೆಯುವ ಜವಾಬ್ದಾರಿ ಮಾಧ್ಯಮಗಳ ಮೇಲಿದೆ. ಜಾತಿ ವ್ಯವಸ್ಥೆಯಿಂದ ಸಮಾಜದಲ್ಲಿ ಅಸಮಾನತೆ ಮುಂದುವರಿದಿದೆ ಎಂದರು. ಜನ ಪತ್ರಕರ್ತರ ಮೇಲೆ ನಂಬಿಕೆ ಇಟ್ಟಿದ್ದಾರೆ. ಹೆಚ್ಚಿನ ಸುದ್ದಿಗಳನ್ನು ಚರ್ಚೆಗಳನ್ನು ಪತ್ರಿಕೆಗಳು ನೀಡುತ್ತವೆ. ಪತ್ರಕರ್ತರ ಕ್ಷೇಮಾಭಿವೃದ್ಧಿಗೆ ಸರ್ಕಾರ ಬದ್ಧವಾಗಿದೆ. ಗ್ರಾಮೀಣ ಪತ್ರಕರ್ತರ ಉಚಿತ ಬಸ್‌ಪಾಸ್ ಸೌಲಭ್ಯ ನೀಡಲು ಸರ್ಕಾರ ತೀರ್ಮಾನಿಸಿದೆ. ಪತ್ರಕರ್ತರ ಮಾಸಾಶನವನ್ನು 12 ಸಾವಿರಕ್ಕೆ ಹೆಚ್ಚಿಸಲಾಗಿದೆ ಎಂದರು. bbox=[4, 364, 188, 493]
sun-icon: ☀ bbox=[805, 2, 825, 27]
article-body: ಬೆಂಗಳೂರು: ರಾಜ್ಯದಲ್ಲಿ 2024-25 ನೇ ಸಾಲಿನ ರಾಷ್ಟ್ರೀಯ ಕುಷ್ಠರೋಗ ನಿರ್ಮೂಲನಾ ಕಾರ್ಯಕ್ರಮದಡಿ ಜನವರಿ 30 ರಿಂದ ಫೆಬ್ರವರಿ 13 ರವರೆಗೆ ಸ್ಪರ್ಶ್ ಕುಷ್ಠರೋಗ ಜಾಗೃತಿ ಆಂದೋಲನವನ್ನು ಹಮ್ಮಿಕೊಳ್ಳಲಾಗಿದೆ. ಕಾರಣಗಳು, ಲಕ್ಷಣಗಳು, ಚಿಕಿತ್ಸೆ ಕುರಿತು ಸಾರ್ವಜನಿಕರಲ್ಲಿ ಅರಿವು ಮೂಡಿಸಲಾಗುವುದು. ಇದರಿಂದ ರಾಜ್ಯದಲ್ಲಿ 2024-25 ನೇ ಸಾಲಿನಲ್ಲಿ 1785 ಹೊಸ ಕುಷ್ಠರೋಗ ಪ್ರಕರಣಗಳು ಪತ್ತೆಯಾಗಿವೆ. ಚರ್ಮದ ಮೇಲೆ ತಿಳಿ ಬಿಳಿ ಅಥವಾ ತಾಮ್ರ ವರ್ಣದ ಸ್ಪರ್ಶ ಜ್ಞಾನವಿಲ್ಲದ ಮಚ್ಚೆಗಳು ಕುಷ್ಠರೋಗದ ಲಕ್ಷಣಗಳಾಗಿವೆ. bbox=[620, 1226, 780, 1294]
dateline: ಮೈಸೂರು: bbox=[205, 390, 229, 398]
masthead-logo bbox=[748, 0, 905, 55]
dateline: ಹನೂರು: bbox=[4, 1244, 25, 1252]
article-body bbox=[4, 112, 187, 307]
article-body bbox=[560, 112, 742, 307]
brief-meeting-postponed: ಸವಿತಾ ಮಹರ್ಷಿ ಜಯಂತಿ ಪೂರ್ವಭಾವಿ ಸಭೆ ಮುಂದೂಡಿಕೆ ಮೈಸೂರು: ಜನವರಿ 20 ರಂದು ಅಪರ ಜಿಲ್ಲಾಧಿಕಾರಿಗಳ ಅಧ್ಯಕ್ಷತೆಯಲ್ಲಿ ಕರೆಯಲಾಗಿದ್ದ ಸವಿತಾ ಮಹರ್ಷಿ ಜಯಂತಿಯ ಪೂರ್ವಭಾವಿ ಸಭೆಯನ್ನು ಕಾರಣಾಂತರಗಳಿಂದ ಜನವರಿ 23 ಬೆಳಿಗ್ಗೆ 11.45 ಕ್ಕೆ ಮುಂದೂಡಲಾಗಿದೆ ಎಂದು ಕನ್ನಡ ಮತ್ತು ಸಂಸ್ಕೃತಿ ಇಲಾಖೆಯ ಸಹಾಯಕ ನಿರ್ದೇಶಕರು ಪ್ರಕಟಣೆಯಲ್ಲಿ ತಿಳಿಸಿದ್ದಾರೆ. bbox=[753, 516, 937, 582]
article-body: ಸ್ಥಾನಮಾನ ಕೊಡಿಸಲು ಪ್ರಯತ್ನಿಸುವೆ: ಮಾಜಿ ಶಾಸಕ ಆರ್.ನರೇಂದ್ರ ಅವರಿಗೆ ನಿಗಮ ಮಂಡಳಿ ಅಧ್ಯಕ್ಷ ಸ್ಥಾನ ನೀಡಬೇಕೆಂಬ ಒತ್ತಾಯ ಬಗ್ಗೆ ಪ್ರತಿಕ್ರಿಯಿಸಿದ ಸಚಿವರು, ನರೇಂದ್ರ ಅವರು ಸೋತರೂ ಜನರ ಕೆಲಸ ಮಾಡುತ್ತಿದ್ದಾರೆ. ಹನೂರು ಕ್ಷೇತ್ರದ ಆಗ ಬೇಕಾದ ಕೆಲಸಗಳ ಪಟ್ಟಿ ನೀಡಿದ್ದಾರೆ. ಅವರಿಗೆ ಸ್ಥಾನಮಾನ ಕೊಡಿಸುವ ನಿಟ್ಟಿನಲ್ಲಿ ಪ್ರಯತ್ನಿಸುವೆ ಎಂದರು. ಮಾಜಿ ಶಾಸಕ ಆರ್ ನರೇಂದ್ರರವರ ನಿವಾಸಕ್ಕೆ ಭೇಟಿ ನೀಡಿ ಹನೂರು ವಿಧಾನಸಭಾ ಕ್ಷೇತ್ರಗಳ ಸಮಸ್ಯೆಯ ಬಗ್ಗೆ ಸಮಗ್ರ ಮಾಹಿತಿ ಪಡೆದುಕೊಂಡು ಮಾತನಾಡಿದರು. bbox=[460, 1244, 608, 1320]
article-body: ಅದ್ದರಿಂದ ಜನವರಿ 23 ರಂದು ಬೆಳಿಗ್ಗೆ 11 ಗಂಟೆಗೆ ನಂಜನಗೂಡು ತಾಲ್ಲೂಕಿನ ಹುಲ್ಲಹಳ್ಳಿ ಹೋಬಳಿಯ ಕಾರ್ಯ ಗ್ರಾಮದ ಗಣೇ ಹತ್ತಿರ ಸಾರ್ವಜನಿಕ ಅಹವಾಲು ಸಭೆಯನ್ನು ಕರೆಯಲಾಗಿದೆ. ಈ ಬಗ್ಗೆ ಸಾರ್ವಜನಿಕರಿಗೆ ಆಕ್ಷೇಪಣೆಗಳಿದ್ದಲ್ಲಿ ಮುದ್ದಾಗಿ ಸಭೆಯಲ್ಲಿ ಹಾಜರಾಗಿ ಆಕ್ಷೇಪಣೆಗಳನ್ನು ಸಲ್ಲಿಸಬಹುದು ಅಥವಾ ಸದರಿ ದಿನಾಂಕದ ಒಳಗಾಗಿ ನಂಜನಗೂಡು ತಾಲ್ಲೂಕಿನ ವ್ಯಾಪ್ತಾಧಿಕಾರಿ ಹಾಗೂ ಪ್ರಾದೇಶಿಕ ಅರಣ್ಯ ವಲಯದ, ವಲಯ ಅರಣ್ಯಾಧಿಕಾರಿ ಅವರಿಗೆ ಲಿಖಿತ ರೂಪದಲ್ಲಿ ಸಲ್ಲಿಸಬಹುದು. ಇ-ಮೇಲ್: nanjanagudrange@gmail.com ಗೆ ಸಲ್ಲಿಸಬಹುದು. bbox=[584, 930, 742, 1006]
minister-photo bbox=[150, 897, 270, 1009]
paragraph: ಪ್ರಸ್ತುತ ಮಕ್ಕಳ ಬಗ್ಗೆ ಸಾಕಷ್ಟು ಕಾಯ್ದೆಗಳು ಜಾರಿಯಲ್ಲಿದ್ದು ಕಾನೂನುಗಳ ಬಗ್ಗೆ ಮಾಹಿತಿ ಪಡೆಯುವ ಮೂಲಕ ದೌರ್ಜನ್ಯದಿಂದ ಮುಕ್ತರಾಗಬಹುದು ಎಂದು ಜಿಲ್ಲಾ ಕಾನೂನು ಸೇವೆಗಳ ಪ್ರಾಧಿಕಾರದ ಸದಸ್ಯ ಕಾರ್ಯದರ್ಶಿಗಳು ಹಾಗೂ ಹಿರಿಯ ಸಿವಿಲ್ ನ್ಯಾಯಾಧೀಶರಾದ ಈಶ್ವರ ಅವರು ತಿಳಿಸಿದರು. bbox=[4, 112, 187, 145]
kicker: ಉನ್ನತ ಶಿಕ್ಷಣ ಸಚಿವ ಡಾ.ಎಂ.ಸಿ. ಸುಧಾಕರ್ ಹೇಳಿಕೆ bbox=[205, 312, 453, 330]
divider bbox=[2, 860, 744, 861]
event-photo bbox=[191, 113, 369, 208]
awareness-photo bbox=[786, 1228, 943, 1310]
brief-power-outage: ವಿದ್ಯುತ್ ವ್ಯತ್ಯಯ ಮೈಸೂರು: ಜನವರಿ 20 ರಂದು ಬೆಳಿಗ್ಗೆ 10 ಗಂಟೆಯಿಂದ ಸಂಜೆ 6 ಗಂಟೆಯವರೆಗೆ ರಾಮಕೃಷ್ಣನಗರ ಉಪವಿಭಾಗದ ಹಂಪಾಪುರ ವಿದ್ಯುತ್ ವಿತರಣಾ ಕೇಂದ್ರದಿಂದ ಹೊರಹೊಮ್ಮುವ ಸಿ.ಆರ್ ಹುಂಡಿ ಹಾಗೂ ಕುವೆಂಪುನಗರ ಉಪವಿಭಾಗದ ಆರ್.ಕೆ ವಿದ್ಯುತ್ ವಿತರಣಾ ಕೇಂದ್ರದಿಂದ ಹೊರಹೊಮ್ಮುವ ಪ್ರದೇಶಗಳಲ್ಲಿ ತುರ್ತು ನಿರ್ವಹಣಾ ಕಾಮಗಾರಿ ಕೈಗೊಳ್ಳುವುದರಿಂದ ವಿದ್ಯುತ್ ಸರಬರಾಜಿನಲ್ಲಿ ವ್ಯತ್ಯಯವಾಗಲಿದ್ದು, ಸಾರ್ವಜನಿಕರು ಸಹಕರಿಸಬೇಕೆಂದು ಚಾ.ವಿ.ಸ.ನಿ.ನಿ.ಯ ವಿ.ವಿ.ಮೊಹಲ್ಲಾ ವಿಭಾಗದ ಕಾರ್ಯನಿರ್ವಾಹಕ ಇಂಜಿನಿಯರ್ (ವಿ.) ಅವರು ಪ್ರಕಟಣೆಯಲ್ಲಿ ತಿಳಿಸಿದ್ದಾರೆ. bbox=[753, 439, 937, 514]
dateline: ಚಾಮರಾಜನಗರ: bbox=[4, 895, 41, 903]
paragraph: ಗ್ರಾಮೀಣ ಪತ್ರಕರ್ತರ ಉಚಿತ ಬಸ್‌ಪಾಸ್ ಸೌಲಭ್ಯ ನೀಡಲು ಸರ್ಕಾರ ತೀರ್ಮಾನಿಸಿದೆ. ಪತ್ರಕರ್ತರ ಮಾಸಾಶನವನ್ನು 12 ಸಾವಿರಕ್ಕೆ ಹೆಚ್ಚಿಸಲಾಗಿದೆ ಎಂದರು. bbox=[4, 475, 188, 493]
article-body: ಮೈಸೂರು: ಇನ್ನೂ ಉತ್ತಮವಾದ ಕೆಲಸ ಮಾಡಬೇಕು ಎಂದರೆ ನಮ್ಮ ವಿಶ್ವವಿದ್ಯಾನಿಲಯ ಶಿಕ್ಷಣದ ಮೇಲೆ ನಾವು ಹೆಚ್ಚಿನ ಬಂಡವಾಳ ಹಾಕಬೇಕು. ಅದರಲ್ಲೂ ವಿಶೇಷವಾಗಿ ತಾಂತ್ರಿಕ ವಲಯದಲ್ಲಿ ಬಂಡವಾಳ ತೊಡಗಿಸಬೇಕು. ಇದು ಸಾಧ್ಯವಾಗಬೇಕಾದರೆ ಬೋಧಕರ ಸಂಖ್ಯೆ ಹೆಚ್ಚಳವಾಗಬೇಕು. ಹಳೆಯದಾದ ಮತ್ತು ಪ್ರಸಿದ್ಧಿ ಪಡೆದ ವಿಶ್ವವಿದ್ಯಾನಿಲಯಗಳಿಗೆ ಹೆಚ್ಚಿನ ಅನುದಾನ ನೀಡಬೇಕು ಎಂದು ಉನ್ನತ ಶಿಕ್ಷಣ ಸಚಿವರು ಹಾಗೂ ಮೈಸೂರು ವಿಶ್ವವಿದ್ಯಾನಿಲಯದ ಸಮಕುಲಾಧಿಪತಿಗಳಾದ ಡಾ.ಎಂ.ಸಿ. ಸುಧಾಕರ್ ಅವರು ತಿಳಿಸಿದರು. ಇಂದು ಮೈಸೂರು ವಿಶ್ವವಿದ್ಯಾನಿಲಯದ ವತಿಯಿಂದ ಮೈಸೂರು ವಿಶ್ವವಿದ್ಯಾನಿಲಯದ ಕ್ರಾಫರ್ಡ್ ಭವನದಲ್ಲಿ ಹಮ್ಮಿಕೊಂಡಿದ್ದ 105 ನೇ ವಾರ್ಷಿಕ ಘಟಿಕೋತ್ಸವ ಸಮಾರಂಭವನ್ನು ಉದ್ಘಾಟಿಸಿ ಅವರು ಮಾತನಾಡಿದರು. ಪೋಷಕರು ತಮ್ಮ ಹೆಣ್ಣು ಮಕ್ಕಳ ಮೇಲೆ ಇಟ್ಟಿರುವಂತಹ ನಂಬಿಕೆ ಇಂದು ಉನ್ನತ ಶಿಕ್ಷಣದಲ್ಲಿ ಹೆಚ್ಚು ಸಾಧನೆ ಮಾಡಲು ಕಾರಣವಾಗಿದೆ. ಪ್ರಾಥಮಿಕ ಶಿಕ್ಷಣದಿಂದ ಹಿಡಿದು ಉನ್ನತ ಶಿಕ್ಷಣದವರೆಗೂ ನಮ್ಮ ದೇಶದ ಶಿಕ್ಷಣ ವ್ಯವಸ್ಥೆ ಉತ್ತಮವಾಗಿದ್ದು, ವಿದೇಶದಿಂದಲೂ ವಿದ್ಯಾರ್ಥಿಗಳು ಆಗಮಿಸಿ ಇಲ್ಲಿ ವ್ಯಾಸಂಗ ಮಾಡುತ್ತಿದ್ದಾರೆ. ಶಿಕ್ಷಣ ಕ್ಷೇತ್ರದಲ್ಲಿ ಸಂಶೋಧನೆಗೆ ಹೆಚ್ಚಿನ ಆದ್ಯತೆ ನೀಡಬೇಕು. bbox=[205, 390, 381, 517]
paragraph: ಕಾರ್ಯನಿರತ ಪತ್ರಕರ್ತರ ಸಂಘ ತುಮಕೂರು ಸಿದ್ಧಗಂಗಾ ಮಠದ ಆವರಣದಲ್ಲಿ ಆಯೋಜಿಸಿದ್ದ ರಾಜ್ಯ ಮಟ್ಟದ ಪತ್ರಕರ್ತರ 39ನೇ ರಾಜ್ಯ ಸಮ್ಮೇಳನವನ್ನು ಉದ್ಘಾಟಿಸಿ ಮಾತನಾಡಿದರು. ಸಮಾಜದ ಅಂಕುಡೊಂಕುಗಳನ್ನು ತಿದ್ದುವ ಕೆಲಸ ಮಾಧ್ಯಮಗಳಿಂದ ಆಗಬೇಕು. bbox=[4, 398, 188, 432]
brief-job-center: ಉದ್ಯೋಗ ವಿನಿಮಯ ಕಚೇರಿ ಮಾದರಿ ವೃತ್ತಿ ಕೇಂದ್ರ ಸ್ಥಳಾಂತರ ಮೈಸೂರು: ಎನ್.ಆರ್ ಮೊಹಲ್ಲಾದ ಮೈಸೂರಿನ ಸರ್ಕಾರಿ ಕೈಗಾರಿಕಾ ತರಬೇತಿ ಸಂಸ್ಥೆಯ ಆವರಣದಲ್ಲಿ ಕಾರ್ಯ ನಿರ್ವಹಿಸುತ್ತಿದ್ದ ಜಿಲ್ಲಾ ಉದ್ಯೋಗ ವಿನಿಮಯ ಕಚೇರಿಯ ಮಾದರಿ ವೃತ್ತಿ ಕೇಂದ್ರವನ್ನು ಸಿದ್ಧಾರ್ಥನಗರದ 10ನೇ ಮೇನ್ ನ ಮನೆ ನಂ.323 ರ ಖಾಸಗಿ ಕಟ್ಟಡಕ್ಕೆ ಸ್ಥಳಾಂತರಿಸಲಾಗಿದೆ. ಹೆಚ್ಚಿನ ಮಾಹಿತಿಗಾಗಿ ದೂ.8748984360, 9036356862 ,9986235707, 8553617547 ನ್ನು ಸಂಪರ್ಕಿಸಬಹುದು ಎಂದು ಜಿಲ್ಲಾ ಉದ್ಯೋಗ ವಿನಿಮಯ ಕಚೇರಿಯ ಸಹಾಯಕ ನಿರ್ದೇಶಕರು ಪ್ರಕಟಣೆಯಲ್ಲಿ ತಿಳಿಸಿದ್ದಾರೆ. bbox=[753, 67, 937, 157]
paragraph: ಭಾರತದ ಸಂವಿಧಾನದಲ್ಲಿ ಮಕ್ಕಳಿಗೆ ಶಿಕ್ಷಣದ ಹಕ್ಕು ನೀಡಿದ್ದು ಬಾಲ ನ್ಯಾಯ ಪಾಲನೆಯ ಕಾಯ್ದೆ ಪ್ರಕಾರ ಮಕ್ಕಳಿಗೆ ಬದುಕುವ, ರಕ್ಷಣೆ ಹೊಂದುವ, ಭಾಗವಹಿಸುವ, ವಿಕಾಸ ಹೊಂದುವ ಹಕ್ಕು ನೀಡಲಾಗಿದೆ. ಇದರ ಬಗ್ಗೆ ಪ್ರತಿಯೊಬ್ಬರು ಜಾಗೃತಿ ಹೊಂದಬೇಕು. ಮಕ್ಕಳ ಹಕ್ಕುಗಳ ಉಲ್ಲಂಘನೆಯಾದರೆ ತಕ್ಷಣ ಮಕ್ಕಳ ಸಹಾಯವಾಣಿ 1098 ಕರೆ ಮಾಡಿ ಮಕ್ಕಳ ರಕ್ಷಣೆಗೆ ಎಲ್ಲರೂ ಸಹಕರಿಸಬೇಕು ಎಂದರು. bbox=[4, 188, 187, 230]
page-number: 5 bbox=[909, 0, 941, 55]
headline-law-awareness: ಕಾನೂನು ಅರಿವಿದ್ದರೆ ದೌರ್ಜನ್ಯದಿಂದ ಮುಕ್ತರಾಗಬಹುದು bbox=[4, 64, 649, 106]
headline-tree-removal: ಮರಗಳನ್ನು ತೆರವುಗೊಳಿಸುವ ಸಭೆ: ಆಕ್ಷೇಪಣೆಗಳ ಆಹ್ವಾನ bbox=[478, 866, 684, 923]
